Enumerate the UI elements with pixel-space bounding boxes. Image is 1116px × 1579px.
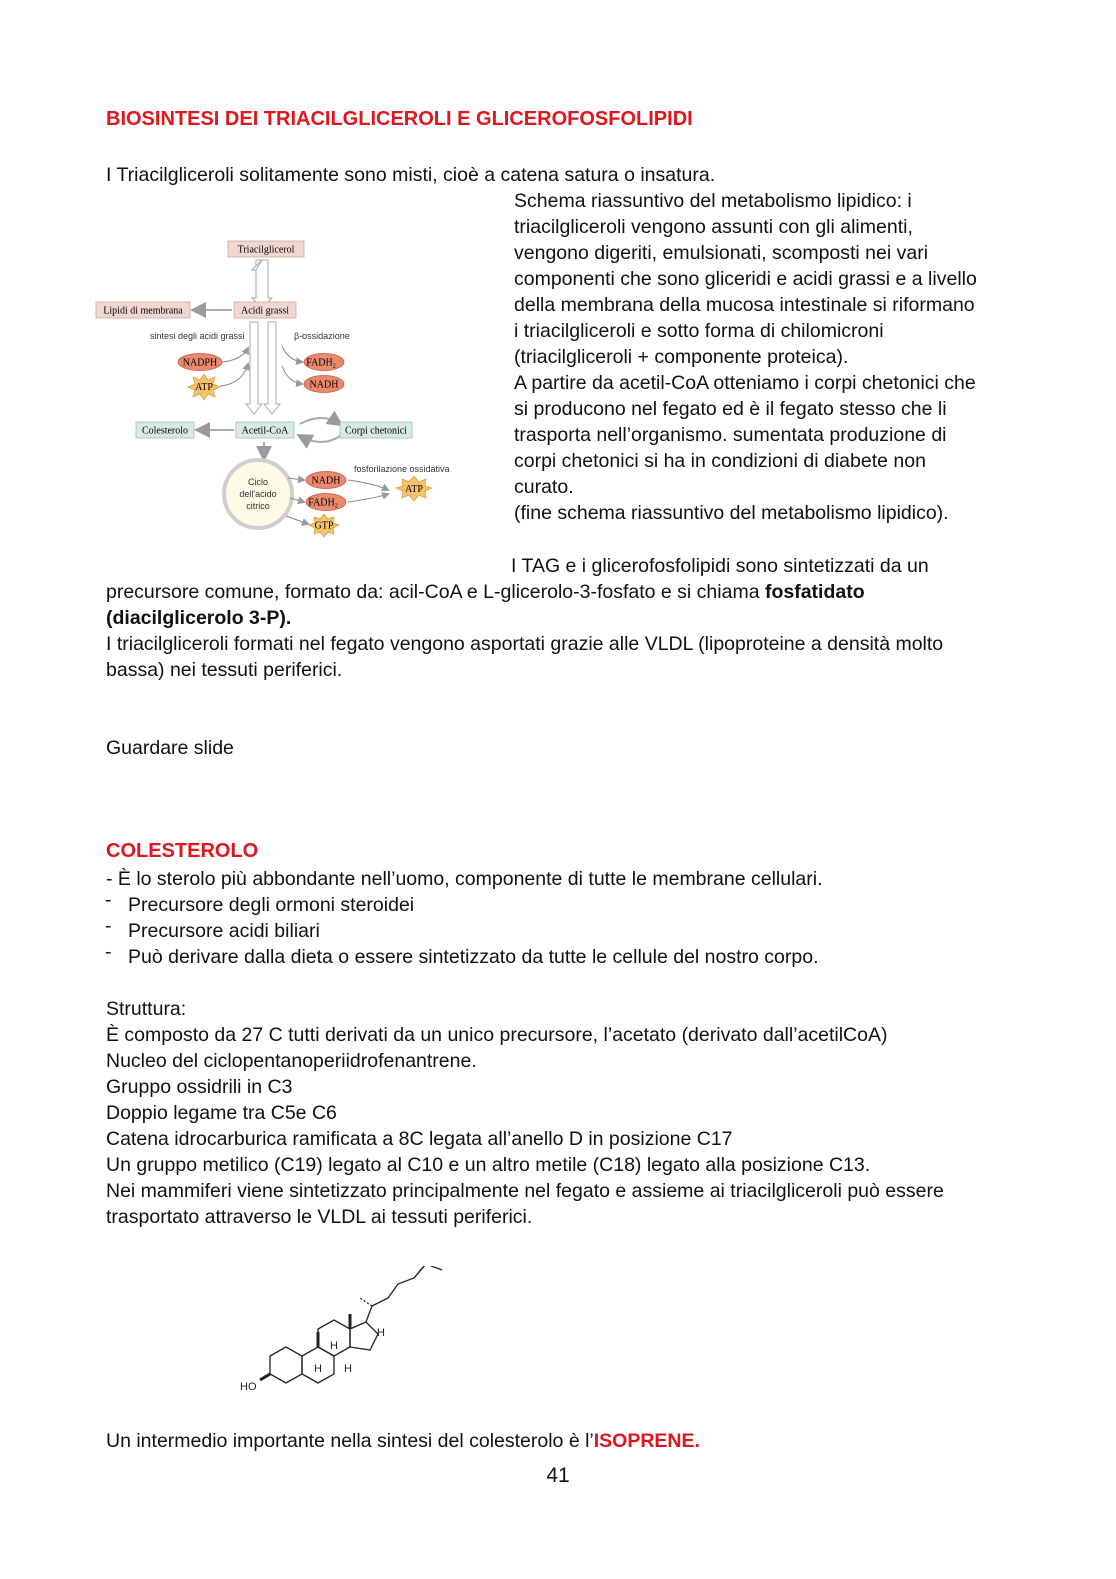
fosforilazione-label: fosforilazione ossidativa: [354, 464, 450, 474]
tag-line-1: I TAG e i glicerofosfolipidi sono sintetizzati da un: [511, 555, 929, 577]
ciclo-label-2: dell'acido: [239, 489, 277, 499]
schema-line: componenti che sono gliceridi e acidi grassi e a livello: [514, 268, 977, 290]
triacilglicerol-label: Triacilglicerol: [237, 244, 295, 256]
nadh-label-2: NADH: [311, 475, 341, 487]
schema-line: curato.: [514, 476, 574, 498]
bullet-marker: -: [105, 915, 112, 937]
struttura-line: Doppio legame tra C5e C6: [106, 1102, 337, 1124]
schema-line: i triacilgliceroli e sotto forma di chilomicroni: [514, 320, 884, 342]
schema-line: A partire da acetil-CoA otteniamo i corpi chetonici che: [514, 372, 976, 394]
colesterolo-first-line: - È lo sterolo più abbondante nell’uomo, componente di tutte le membrane cellulari.: [106, 868, 823, 890]
schema-line: corpi chetonici si ha in condizioni di diabete non: [514, 450, 926, 472]
beta-ossidazione-label: β-ossidazione: [294, 331, 350, 341]
ciclo-label-3: citrico: [246, 501, 270, 511]
h-label-4: H: [344, 1363, 352, 1375]
struttura-line: Catena idrocarburica ramificata a 8C legata all’anello D in posizione C17: [106, 1128, 733, 1150]
struttura-line: Nucleo del ciclopentanoperiidrofenantrene.: [106, 1050, 477, 1072]
section-heading-colesterolo: COLESTEROLO: [106, 840, 259, 862]
nadph-label: NADPH: [182, 357, 218, 369]
h-label-1: H: [377, 1327, 385, 1339]
page-number: 41: [546, 1464, 570, 1487]
schema-line: vengono digeriti, emulsionati, scomposti nei vari: [514, 242, 929, 264]
lipidi-membrana-label: Lipidi di membrana: [103, 305, 183, 317]
nadh-label-1: NADH: [309, 379, 339, 391]
list-item: Precursore degli ormoni steroidei: [128, 894, 415, 916]
struttura-line: Gruppo ossidrili in C3: [106, 1076, 293, 1098]
acetil-coa-label: Acetil-CoA: [241, 425, 289, 437]
list-item: Può derivare dalla dieta o essere sintetizzato da tutte le cellule del nostro corpo.: [128, 946, 819, 968]
schema-line: Schema riassuntivo del metabolismo lipidico: i: [514, 190, 912, 212]
fadh2-label-1: [306, 358, 335, 370]
schema-line: trasporta nell’organismo. sumentata produzione di: [514, 424, 947, 446]
fadh2-text-2: FADH: [308, 497, 335, 509]
atp-label-2: ATP: [405, 484, 423, 495]
struttura-line: È composto da 27 C tutti derivati da un unico precursore, l’acetato (derivato dall’acetilCoA): [106, 1024, 888, 1046]
schema-line: (triacilgliceroli + componente proteica).: [514, 346, 849, 368]
sintesi-label: sintesi degli acidi grassi: [150, 331, 245, 341]
schema-line: si producono nel fegato ed è il fegato stesso che li: [514, 398, 947, 420]
struttura-line: Nei mammiferi viene sintetizzato principalmente nel fegato e assieme ai triacilgliceroli può essere: [106, 1180, 944, 1202]
schema-line: (fine schema riassuntivo del metabolismo lipidico).: [514, 502, 949, 524]
schema-line: della membrana della mucosa intestinale si riformano: [514, 294, 975, 316]
diacilglicerolo-term: (diacilglicerolo 3-P).: [106, 607, 292, 629]
fosfatidato-term: fosfatidato: [764, 581, 865, 603]
h-label-3: H: [314, 1363, 322, 1375]
ho-label: HO: [240, 1381, 257, 1393]
schema-line: triacilgliceroli vengono assunti con gli alimenti,: [514, 216, 913, 238]
ciclo-label-1: Ciclo: [247, 477, 269, 487]
tag-line-2: [106, 579, 865, 605]
h-label-2: H: [330, 1340, 338, 1352]
vldl-line-1: I triacilgliceroli formati nel fegato vengono asportati grazie alle VLDL (lipoproteine a densità molto: [106, 633, 944, 655]
struttura-line: Un gruppo metilico (C19) legato al C10 e un altro metile (C18) legato alla posizione C13.: [106, 1154, 871, 1176]
isoprene-text: Un intermedio importante nella sintesi del colesterolo è l’: [106, 1430, 594, 1452]
cholesterol-structure: [236, 1266, 456, 1404]
gtp-label: GTP: [314, 520, 334, 532]
isoprene-line: [106, 1428, 700, 1454]
bullet-marker: -: [105, 889, 112, 911]
intro-text: I Triacilgliceroli solitamente sono misti, cioè a catena satura o insatura.: [106, 164, 716, 186]
acidi-grassi-label: Acidi grassi: [240, 305, 290, 317]
colesterolo-label: Colesterolo: [141, 425, 189, 437]
slide-note: Guardare slide: [106, 737, 234, 759]
struttura-title: Struttura:: [106, 998, 187, 1020]
section-heading-biosintesi: BIOSINTESI DEI TRIACILGLICEROLI E GLICEROFOSFOLIPIDI: [106, 108, 693, 130]
tag-line-2-text: precursore comune, formato da: acil-CoA e L-glicerolo-3-fosfato e si chiama: [106, 581, 765, 603]
atp-label-1: ATP: [195, 382, 213, 393]
fadh2-subscript-1: 2: [332, 363, 336, 370]
fadh2-subscript-2: 2: [334, 503, 338, 510]
lipid-metabolism-diagram: [92, 236, 462, 544]
isoprene-term: ISOPRENE.: [593, 1430, 700, 1452]
corpi-chetonici-label: Corpi chetonici: [345, 425, 407, 437]
fadh2-label-2: [308, 498, 337, 510]
struttura-line: trasportato attraverso le VLDL ai tessuti periferici.: [106, 1206, 533, 1228]
fadh2-text-1: FADH: [306, 357, 333, 369]
vldl-line-2: bassa) nei tessuti periferici.: [106, 659, 343, 681]
bullet-marker: -: [105, 941, 112, 963]
list-item: Precursore acidi biliari: [128, 920, 320, 942]
